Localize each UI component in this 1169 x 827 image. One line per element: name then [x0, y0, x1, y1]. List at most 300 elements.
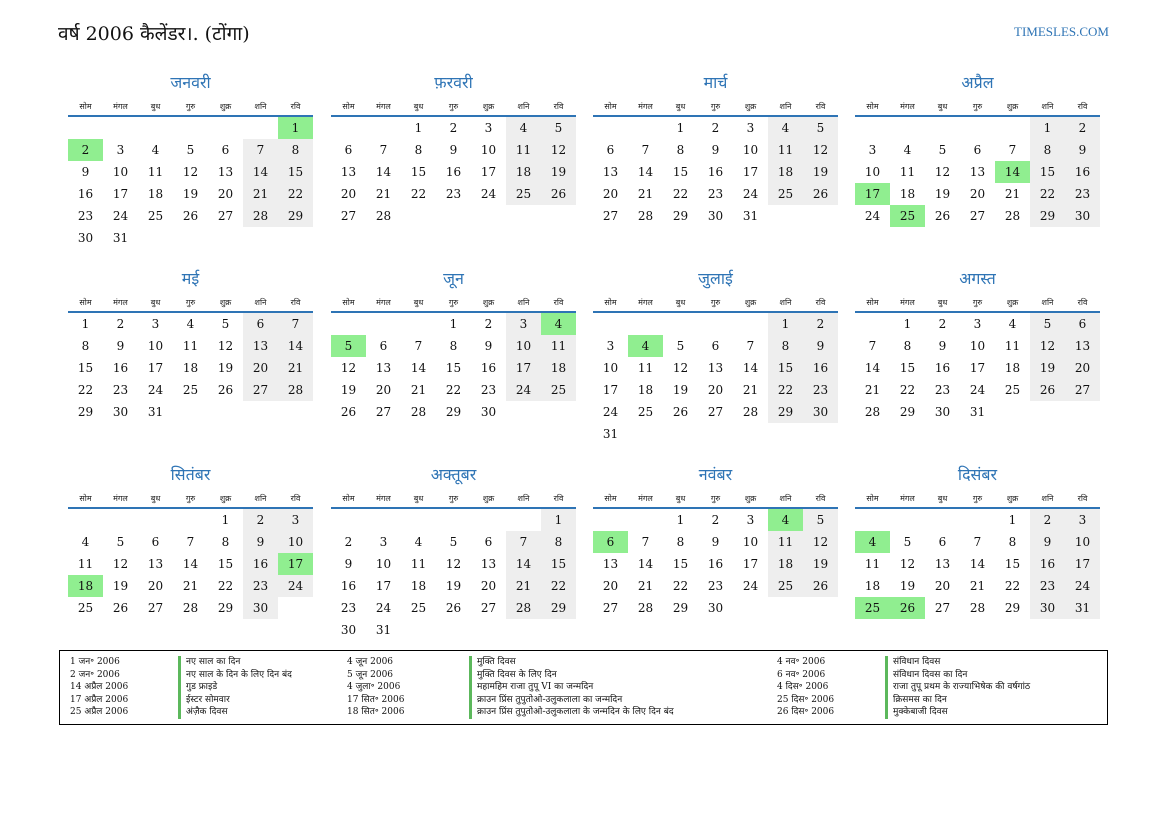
day-cell: 24 — [480, 187, 497, 201]
day-cell: 15 — [768, 357, 803, 379]
weekday-label: शुक्र — [219, 298, 232, 307]
day-cell: 27 — [340, 209, 357, 223]
day-cell: 26 — [1030, 379, 1065, 401]
day-cell: 12 — [672, 361, 689, 375]
day-cell: 11 — [637, 361, 654, 375]
day-cell: 25 — [768, 183, 803, 205]
day-cell: 29 — [672, 601, 689, 615]
holiday-name: नए साल के दिन के लिए दिन बंद — [178, 669, 292, 682]
day-cell: 10 — [742, 535, 759, 549]
day-cell: 30 — [707, 209, 724, 223]
day-cell: 8 — [1030, 139, 1065, 161]
empty-day-cell — [733, 423, 768, 445]
day-cell: 14 — [182, 557, 199, 571]
day-cell: 20 — [602, 187, 619, 201]
day-cell: 6 — [711, 339, 720, 353]
day-cell: 14 — [243, 161, 278, 183]
legend-row — [347, 681, 674, 694]
day-cell: 29 — [278, 205, 313, 227]
empty-day-cell — [138, 227, 173, 249]
empty-day-cell — [925, 509, 960, 531]
day-cell: 5 — [116, 535, 125, 549]
weekday-label: शुक्र — [1006, 494, 1019, 503]
month-title: जुलाई — [698, 269, 733, 288]
day-grid — [331, 509, 576, 641]
day-cell: 5 — [676, 339, 685, 353]
day-cell: 28 — [637, 209, 654, 223]
day-cell: 1 — [278, 117, 313, 139]
day-cell: 19 — [1030, 357, 1065, 379]
day-cell: 4 — [414, 535, 423, 549]
day-cell: 8 — [449, 339, 458, 353]
holiday-name: क्राउन प्रिंस तुपुतोओ-उलुकलाला के जन्मदिन के लिए दिन बंद — [469, 706, 674, 719]
month-calendar — [68, 72, 313, 249]
holiday-date: 6 नव॰ 2006 — [777, 669, 826, 680]
day-cell: 3 — [606, 339, 615, 353]
weekday-label: सोम — [866, 102, 879, 111]
day-cell: 17 — [147, 361, 164, 375]
weekday-header — [593, 486, 838, 509]
day-cell: 12 — [182, 165, 199, 179]
day-cell: 3 — [484, 121, 493, 135]
day-cell: 25 — [855, 597, 890, 619]
day-cell: 21 — [182, 579, 199, 593]
month-title: अक्तूबर — [430, 465, 477, 484]
empty-day-cell — [173, 227, 208, 249]
holiday-date: 1 जन॰ 2006 — [70, 657, 120, 667]
empty-day-cell — [401, 509, 436, 531]
empty-day-cell — [243, 401, 278, 423]
empty-day-cell — [541, 401, 576, 423]
weekday-label: गुरु — [710, 102, 721, 111]
day-cell: 1 — [1030, 117, 1065, 139]
day-cell: 11 — [1004, 339, 1021, 353]
legend-row — [777, 694, 1030, 707]
site-link[interactable]: TIMESLES.COM — [1014, 24, 1109, 39]
day-grid — [593, 509, 838, 619]
day-cell: 24 — [147, 383, 164, 397]
day-cell: 9 — [449, 143, 458, 157]
empty-day-cell — [436, 205, 471, 227]
day-cell: 1 — [221, 513, 230, 527]
day-cell: 10 — [506, 335, 541, 357]
day-cell: 30 — [934, 405, 951, 419]
weekday-label: गुरु — [448, 494, 459, 503]
day-cell: 26 — [445, 601, 462, 615]
weekday-header — [855, 486, 1100, 509]
day-cell: 7 — [641, 143, 650, 157]
holiday-date: 17 अप्रैल 2006 — [70, 694, 129, 705]
day-cell: 9 — [344, 557, 353, 571]
day-cell: 13 — [602, 557, 619, 571]
weekday-label: मंगल — [638, 494, 653, 503]
empty-day-cell — [1065, 401, 1100, 423]
day-cell: 28 — [182, 601, 199, 615]
empty-day-cell — [506, 509, 541, 531]
day-cell: 6 — [379, 339, 388, 353]
day-cell: 13 — [480, 557, 497, 571]
day-cell: 11 — [541, 335, 576, 357]
holiday-date: 17 सित॰ 2006 — [347, 694, 405, 705]
holiday-date: 25 दिस॰ 2006 — [777, 694, 835, 705]
weekday-label: शनि — [1041, 494, 1054, 503]
day-cell: 21 — [742, 383, 759, 397]
day-cell: 17 — [742, 557, 759, 571]
day-cell: 29 — [1030, 205, 1065, 227]
empty-day-cell — [593, 509, 628, 531]
day-cell: 15 — [672, 165, 689, 179]
legend-row — [70, 669, 292, 682]
day-cell: 19 — [803, 161, 838, 183]
month-calendar — [855, 72, 1100, 227]
legend-row — [70, 656, 292, 669]
month-title: सितंबर — [170, 465, 211, 484]
day-cell: 5 — [803, 117, 838, 139]
day-cell: 18 — [768, 161, 803, 183]
weekday-label: शनि — [779, 102, 792, 111]
day-cell: 12 — [899, 557, 916, 571]
empty-day-cell — [331, 509, 366, 531]
month-title: जून — [443, 269, 464, 288]
day-cell: 13 — [375, 361, 392, 375]
weekday-label: गुरु — [185, 102, 196, 111]
day-cell: 24 — [742, 579, 759, 593]
empty-day-cell — [436, 619, 471, 641]
day-cell: 31 — [969, 405, 986, 419]
day-grid — [331, 313, 576, 423]
weekday-label: शुक्र — [744, 102, 757, 111]
day-cell: 9 — [711, 143, 720, 157]
empty-day-cell — [208, 401, 243, 423]
day-cell: 13 — [1065, 335, 1100, 357]
day-cell: 23 — [803, 379, 838, 401]
day-cell: 20 — [602, 579, 619, 593]
weekday-label: शुक्र — [482, 494, 495, 503]
day-cell: 3 — [1065, 509, 1100, 531]
holiday-date: 25 अप्रैल 2006 — [70, 707, 129, 717]
day-grid — [593, 117, 838, 227]
day-cell: 7 — [746, 339, 755, 353]
day-cell: 3 — [973, 317, 982, 331]
day-cell: 27 — [375, 405, 392, 419]
empty-day-cell — [436, 509, 471, 531]
day-cell: 9 — [1065, 139, 1100, 161]
day-cell: 22 — [899, 383, 916, 397]
day-cell: 1 — [676, 121, 685, 135]
weekday-label: गुरु — [972, 102, 983, 111]
legend-row — [70, 706, 292, 719]
day-cell: 18 — [637, 383, 654, 397]
day-cell: 15 — [77, 361, 94, 375]
day-cell: 5 — [903, 535, 912, 549]
holiday-date: 4 नव॰ 2006 — [777, 657, 826, 667]
day-cell: 2 — [711, 513, 720, 527]
day-cell: 14 — [864, 361, 881, 375]
empty-day-cell — [733, 597, 768, 619]
day-cell: 10 — [278, 531, 313, 553]
day-grid — [68, 313, 313, 423]
day-cell: 29 — [1004, 601, 1021, 615]
day-cell: 24 — [742, 187, 759, 201]
weekday-label: सोम — [342, 298, 355, 307]
holiday-date: 4 जून 2006 — [347, 657, 394, 667]
day-cell: 14 — [410, 361, 427, 375]
day-cell: 16 — [112, 361, 129, 375]
weekday-label: बुध — [937, 494, 948, 503]
day-cell: 26 — [803, 183, 838, 205]
day-cell: 23 — [707, 579, 724, 593]
empty-day-cell — [960, 117, 995, 139]
empty-day-cell — [541, 619, 576, 641]
day-cell: 26 — [340, 405, 357, 419]
day-cell: 19 — [672, 383, 689, 397]
day-cell: 22 — [410, 187, 427, 201]
weekday-label: गुरु — [972, 298, 983, 307]
month-calendar — [593, 464, 838, 619]
day-cell: 17 — [742, 165, 759, 179]
day-cell: 9 — [803, 335, 838, 357]
day-cell: 27 — [602, 209, 619, 223]
day-cell: 15 — [217, 557, 234, 571]
day-cell: 30 — [112, 405, 129, 419]
holiday-date: 14 अप्रैल 2006 — [70, 682, 129, 692]
weekday-label: बुध — [937, 102, 948, 111]
day-cell: 23 — [1030, 575, 1065, 597]
day-cell: 26 — [217, 383, 234, 397]
day-cell: 28 — [278, 379, 313, 401]
day-cell: 20 — [147, 579, 164, 593]
day-cell: 2 — [344, 535, 353, 549]
day-cell: 2 — [484, 317, 493, 331]
day-cell: 2 — [1030, 509, 1065, 531]
weekday-header — [68, 94, 313, 117]
empty-day-cell — [803, 205, 838, 227]
day-cell: 17 — [112, 187, 129, 201]
day-cell: 18 — [506, 161, 541, 183]
day-cell: 5 — [1030, 313, 1065, 335]
day-cell: 29 — [899, 405, 916, 419]
day-cell: 14 — [742, 361, 759, 375]
day-cell: 26 — [890, 597, 925, 619]
day-cell: 10 — [602, 361, 619, 375]
day-cell: 2 — [1065, 117, 1100, 139]
day-cell: 3 — [868, 143, 877, 157]
weekday-header — [593, 94, 838, 117]
legend-column — [347, 656, 674, 719]
weekday-label: शुक्र — [219, 494, 232, 503]
day-cell: 31 — [1065, 597, 1100, 619]
weekday-label: रवि — [290, 494, 301, 503]
day-cell: 4 — [541, 313, 576, 335]
weekday-label: शुक्र — [1006, 298, 1019, 307]
empty-day-cell — [593, 117, 628, 139]
empty-day-cell — [138, 117, 173, 139]
day-cell: 6 — [973, 143, 982, 157]
empty-day-cell — [366, 117, 401, 139]
day-cell: 24 — [506, 379, 541, 401]
day-cell: 22 — [445, 383, 462, 397]
weekday-label: गुरु — [185, 298, 196, 307]
legend-row — [70, 694, 292, 707]
legend-column — [777, 656, 1030, 719]
month-calendar — [331, 464, 576, 641]
legend-row — [347, 706, 674, 719]
day-cell: 26 — [541, 183, 576, 205]
day-cell: 23 — [340, 601, 357, 615]
empty-day-cell — [995, 117, 1030, 139]
day-cell: 17 — [506, 357, 541, 379]
holiday-date: 18 सित॰ 2006 — [347, 707, 405, 717]
day-cell: 10 — [742, 143, 759, 157]
empty-day-cell — [1030, 401, 1065, 423]
weekday-label: सोम — [866, 298, 879, 307]
day-cell: 1 — [81, 317, 90, 331]
weekday-label: शनि — [779, 298, 792, 307]
day-cell: 21 — [375, 187, 392, 201]
holiday-date: 2 जन॰ 2006 — [70, 669, 120, 680]
holiday-name: संविधान दिवस — [885, 656, 940, 669]
weekday-label: बुध — [413, 494, 424, 503]
empty-day-cell — [173, 509, 208, 531]
day-cell: 28 — [864, 405, 881, 419]
day-cell: 10 — [1065, 531, 1100, 553]
day-cell: 6 — [606, 143, 615, 157]
month-calendar — [331, 72, 576, 227]
day-cell: 10 — [969, 339, 986, 353]
holiday-date: 4 जुला॰ 2006 — [347, 682, 401, 692]
day-cell: 17 — [602, 383, 619, 397]
weekday-label: सोम — [342, 494, 355, 503]
weekday-header — [855, 94, 1100, 117]
day-cell: 21 — [1004, 187, 1021, 201]
day-cell: 8 — [903, 339, 912, 353]
day-cell: 25 — [1004, 383, 1021, 397]
day-cell: 22 — [217, 579, 234, 593]
day-cell: 19 — [445, 579, 462, 593]
day-cell: 22 — [1004, 579, 1021, 593]
weekday-label: शुक्र — [744, 298, 757, 307]
weekday-label: गुरु — [448, 298, 459, 307]
empty-day-cell — [471, 619, 506, 641]
day-cell: 25 — [77, 601, 94, 615]
day-cell: 3 — [116, 143, 125, 157]
empty-day-cell — [541, 205, 576, 227]
weekday-label: मंगल — [638, 298, 653, 307]
weekday-label: गुरु — [448, 102, 459, 111]
day-cell: 27 — [969, 209, 986, 223]
month-calendar — [331, 268, 576, 423]
day-cell: 15 — [541, 553, 576, 575]
day-cell: 8 — [81, 339, 90, 353]
day-cell: 7 — [379, 143, 388, 157]
weekday-label: मंगल — [900, 298, 915, 307]
day-cell: 18 — [768, 553, 803, 575]
weekday-label: शुक्र — [482, 102, 495, 111]
day-cell: 15 — [445, 361, 462, 375]
holiday-name: मुक्ति दिवस — [469, 656, 516, 669]
empty-day-cell — [698, 423, 733, 445]
empty-day-cell — [138, 509, 173, 531]
day-cell: 13 — [707, 361, 724, 375]
month-calendar — [593, 72, 838, 227]
day-cell: 25 — [768, 575, 803, 597]
day-cell: 16 — [1030, 553, 1065, 575]
weekday-label: बुध — [413, 298, 424, 307]
empty-day-cell — [890, 509, 925, 531]
weekday-header — [331, 486, 576, 509]
day-cell: 1 — [1008, 513, 1017, 527]
day-cell: 24 — [1065, 575, 1100, 597]
day-cell: 20 — [375, 383, 392, 397]
day-cell: 13 — [340, 165, 357, 179]
day-cell: 3 — [278, 509, 313, 531]
day-cell: 13 — [969, 165, 986, 179]
day-cell: 24 — [864, 209, 881, 223]
day-cell: 28 — [506, 597, 541, 619]
weekday-label: रवि — [1077, 494, 1088, 503]
day-cell: 9 — [1030, 531, 1065, 553]
day-cell: 20 — [340, 187, 357, 201]
day-cell: 19 — [899, 579, 916, 593]
day-cell: 29 — [77, 405, 94, 419]
day-cell: 4 — [81, 535, 90, 549]
day-cell: 19 — [182, 187, 199, 201]
day-cell: 20 — [969, 187, 986, 201]
holiday-name: मुक्केबाजी दिवस — [885, 706, 948, 719]
day-cell: 15 — [410, 165, 427, 179]
day-grid — [855, 117, 1100, 227]
day-cell: 13 — [217, 165, 234, 179]
day-cell: 1 — [768, 313, 803, 335]
day-cell: 17 — [480, 165, 497, 179]
day-cell: 10 — [864, 165, 881, 179]
day-cell: 29 — [445, 405, 462, 419]
day-cell: 22 — [768, 379, 803, 401]
empty-day-cell — [243, 117, 278, 139]
day-cell: 14 — [637, 165, 654, 179]
day-cell: 18 — [899, 187, 916, 201]
day-cell: 18 — [1004, 361, 1021, 375]
day-cell: 19 — [217, 361, 234, 375]
empty-day-cell — [278, 401, 313, 423]
month-calendar — [855, 464, 1100, 619]
empty-day-cell — [768, 597, 803, 619]
weekday-label: सोम — [79, 102, 92, 111]
day-cell: 27 — [147, 601, 164, 615]
day-cell: 2 — [938, 317, 947, 331]
day-cell: 16 — [934, 361, 951, 375]
day-cell: 29 — [217, 601, 234, 615]
empty-day-cell — [208, 117, 243, 139]
day-cell: 11 — [77, 557, 94, 571]
day-cell: 23 — [1065, 183, 1100, 205]
empty-day-cell — [855, 509, 890, 531]
empty-day-cell — [278, 597, 313, 619]
empty-day-cell — [103, 509, 138, 531]
month-title: जनवरी — [170, 73, 211, 92]
day-cell: 24 — [969, 383, 986, 397]
day-cell: 8 — [676, 143, 685, 157]
day-cell: 4 — [506, 117, 541, 139]
empty-day-cell — [278, 227, 313, 249]
day-cell: 8 — [414, 143, 423, 157]
weekday-label: शनि — [517, 298, 530, 307]
weekday-label: सोम — [79, 298, 92, 307]
day-cell: 27 — [243, 379, 278, 401]
month-calendar — [68, 268, 313, 423]
weekday-label: गुरु — [972, 494, 983, 503]
day-cell: 28 — [375, 209, 392, 223]
